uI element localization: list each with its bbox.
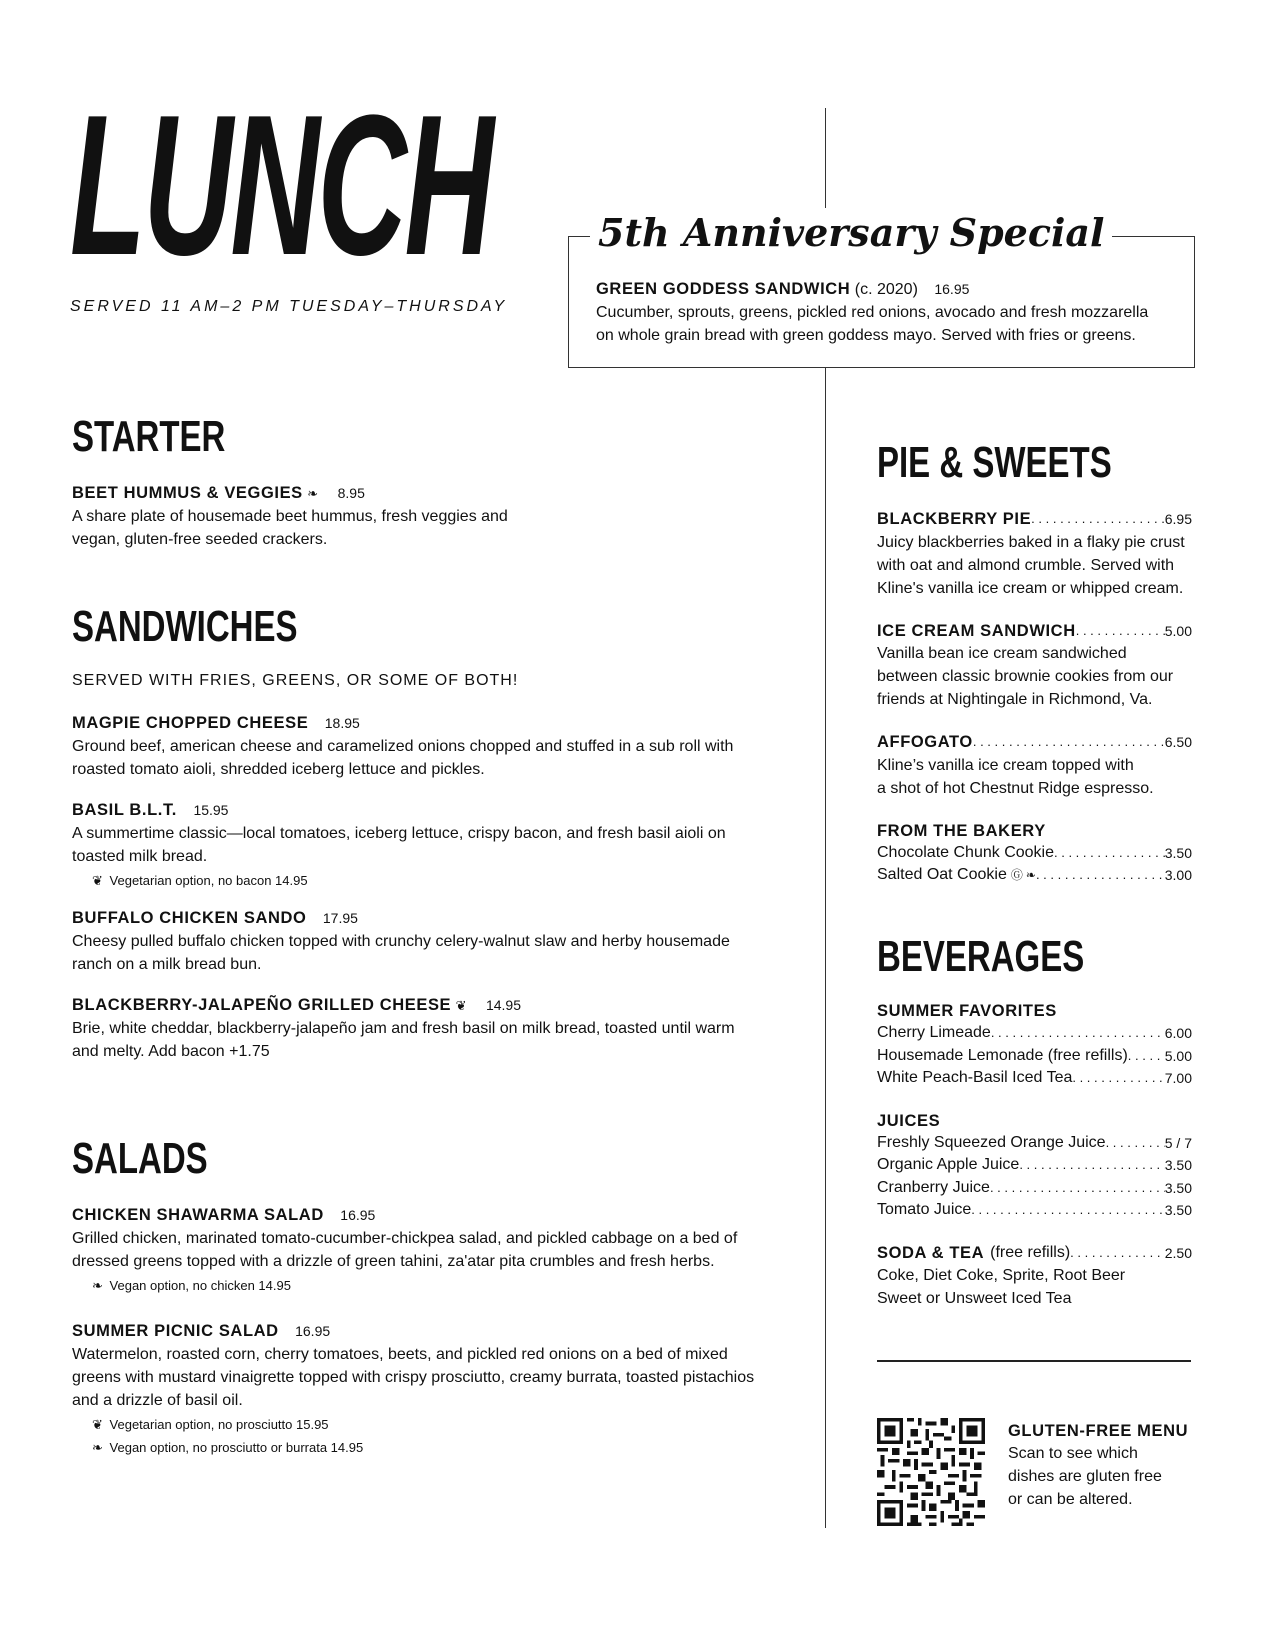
special-item-note: (c. 2020) <box>854 281 918 298</box>
item-price: 7.00 <box>1164 1070 1192 1086</box>
item-name: Cherry Limeade <box>877 1024 991 1041</box>
item-price: 6.95 <box>1164 511 1192 527</box>
starter-heading: STARTER <box>72 412 226 461</box>
item-desc: and melty. Add bacon +1.75 <box>72 1043 270 1060</box>
item-desc: dressed greens topped with a drizzle of green tahini, za'atar pita crumbles and fresh herbs. <box>72 1253 715 1270</box>
item-desc: Kline’s vanilla ice cream topped with <box>877 756 1134 774</box>
option-text: Vegan option, no prosciutto or burrata 14.95 <box>109 1440 364 1455</box>
item-name: Tomato Juice <box>877 1201 972 1218</box>
dot-leader <box>1128 1045 1165 1068</box>
column-divider <box>825 368 826 1528</box>
item-desc: ranch on a milk bread bun. <box>72 956 262 973</box>
dot-leader <box>1076 620 1165 643</box>
item-desc: Watermelon, roasted corn, cherry tomatoes, beets, and pickled red onions on a bed of mixed <box>72 1346 728 1363</box>
gluten-free-line: dishes are gluten free <box>1008 1468 1162 1485</box>
soda-note: (free refills) <box>990 1243 1071 1261</box>
dot-leader <box>1054 842 1165 865</box>
item-name: Organic Apple Juice <box>877 1156 1020 1173</box>
item-price: 15.95 <box>193 802 229 818</box>
sandwiches-note: SERVED WITH FRIES, GREENS, OR SOME OF BOTH! <box>72 672 519 689</box>
item-desc: Kline's vanilla ice cream or whipped cream. <box>877 579 1184 597</box>
qr-code[interactable] <box>877 1418 985 1526</box>
menu-item <box>72 1320 812 1460</box>
menu-item <box>72 994 812 1063</box>
gluten-free-line: Scan to see which <box>1008 1445 1138 1462</box>
soda-list: Coke, Diet Coke, Sprite, Root Beer <box>877 1267 1126 1284</box>
item-price: 5.00 <box>1164 622 1192 639</box>
item-option <box>92 868 812 893</box>
dot-leader <box>1036 864 1165 887</box>
item-option <box>92 1273 812 1298</box>
list-item <box>877 1154 1192 1177</box>
salads-heading: SALADS <box>72 1134 208 1183</box>
dot-leader <box>990 1177 1165 1200</box>
summer-group <box>877 1000 1192 1090</box>
juices-group <box>877 1110 1192 1222</box>
item-desc: a shot of hot Chestnut Ridge espresso. <box>877 779 1154 797</box>
item-price: 3.00 <box>1164 867 1192 883</box>
special-item-price: 16.95 <box>934 281 970 297</box>
item-name: BASIL B.L.T. <box>72 801 177 819</box>
item-name: Salted Oat Cookie <box>877 866 1007 883</box>
vegan-leaf-icon: ❧ <box>307 486 319 501</box>
special-desc-line2: on whole grain bread with green goddess mayo. Served with fries or greens. <box>596 327 1136 344</box>
list-item <box>877 1022 1192 1045</box>
menu-item <box>72 482 772 551</box>
item-price: 18.95 <box>324 715 360 731</box>
beverages-section <box>877 932 1192 1310</box>
dot-leader <box>1070 1242 1165 1265</box>
soda-group <box>877 1242 1192 1311</box>
list-item <box>877 864 1192 887</box>
item-price: 6.50 <box>1164 734 1192 750</box>
summer-heading: SUMMER FAVORITES <box>877 1002 1057 1020</box>
leaf-icon: ❦ <box>92 873 103 888</box>
item-price: 14.95 <box>485 997 522 1013</box>
item-desc: and a drizzle of basil oil. <box>72 1392 243 1409</box>
item-desc: Brie, white cheddar, blackberry-jalapeño jam and fresh basil on milk bread, toasted until warm <box>72 1020 735 1037</box>
list-item <box>877 842 1192 865</box>
list-item <box>877 1177 1192 1200</box>
vegan-leaf-icon: ❧ <box>92 1440 103 1455</box>
sweets-heading: PIE & SWEETS <box>877 438 1112 487</box>
dot-leader <box>973 731 1165 754</box>
item-name: ICE CREAM SANDWICH <box>877 621 1076 640</box>
dot-leader <box>1031 508 1165 531</box>
item-option <box>92 1435 812 1460</box>
gluten-free-icon: Ⓖ <box>1010 868 1023 882</box>
menu-item <box>72 907 812 976</box>
leaf-icon: ❦ <box>92 1417 103 1432</box>
gluten-free-heading: GLUTEN-FREE MENU <box>1008 1422 1189 1440</box>
item-desc: Grilled chicken, marinated tomato-cucumber-chickpea salad, and pickled cabbage on a bed of <box>72 1230 738 1247</box>
option-text: Vegetarian option, no prosciutto 15.95 <box>109 1417 329 1432</box>
item-name: MAGPIE CHOPPED CHEESE <box>72 714 309 732</box>
menu-item <box>72 799 812 893</box>
tea-list: Sweet or Unsweet Iced Tea <box>877 1290 1072 1307</box>
item-price: 3.50 <box>1164 844 1192 861</box>
item-price: 5.00 <box>1164 1047 1192 1064</box>
dot-leader <box>971 1199 1164 1222</box>
menu-item <box>877 731 1192 800</box>
item-price: 6.00 <box>1164 1025 1192 1041</box>
item-price: 16.95 <box>340 1207 376 1223</box>
item-desc: between classic brownie cookies from our <box>877 668 1174 685</box>
dot-leader <box>991 1022 1165 1045</box>
option-text: Vegetarian option, no bacon 14.95 <box>109 873 308 888</box>
salads-section <box>72 1134 812 1460</box>
dot-leader <box>1072 1067 1164 1090</box>
special-desc-line1: Cucumber, sprouts, greens, pickled red onions, avocado and fresh mozzarella <box>596 304 1149 321</box>
list-item <box>877 1132 1192 1155</box>
leaf-icon: ❦ <box>455 998 467 1013</box>
item-name: Housemade Lemonade (free refills) <box>877 1046 1128 1064</box>
item-price: 16.95 <box>295 1323 331 1339</box>
item-name: Freshly Squeezed Orange Juice <box>877 1133 1106 1151</box>
column-divider-top <box>825 108 826 208</box>
bakery-group <box>877 820 1192 887</box>
item-name: CHICKEN SHAWARMA SALAD <box>72 1206 324 1224</box>
item-desc: Ground beef, american cheese and caramelized onions chopped and stuffed in a sub roll with <box>72 738 734 755</box>
section-divider <box>877 1360 1191 1362</box>
item-name: BUFFALO CHICKEN SANDO <box>72 909 307 927</box>
special-heading: 5th Anniversary Special <box>590 210 1112 256</box>
sandwiches-heading: SANDWICHES <box>72 602 298 651</box>
item-name: BLACKBERRY-JALAPEÑO GRILLED CHEESE <box>72 996 452 1014</box>
item-desc: friends at Nightingale in Richmond, Va. <box>877 691 1153 708</box>
item-price: 8.95 <box>337 485 365 501</box>
item-name: White Peach-Basil Iced Tea <box>877 1069 1073 1086</box>
item-name: Chocolate Chunk Cookie <box>877 843 1054 861</box>
item-desc: toasted milk bread. <box>72 848 208 865</box>
item-desc: with oat and almond crumble. Served with <box>877 556 1175 574</box>
juices-heading: JUICES <box>877 1111 941 1130</box>
item-price: 3.50 <box>1164 1179 1192 1196</box>
gluten-free-note <box>1008 1420 1193 1511</box>
beverages-heading: BEVERAGES <box>877 932 1085 981</box>
vegan-leaf-icon: ❧ <box>92 1278 103 1293</box>
item-name: Cranberry Juice <box>877 1178 990 1196</box>
list-item <box>877 1045 1192 1068</box>
item-price: 5 / 7 <box>1164 1134 1192 1151</box>
vegan-leaf-icon: ❧ <box>1025 868 1036 882</box>
item-price: 2.50 <box>1164 1244 1192 1261</box>
special-item <box>596 278 1186 347</box>
list-item <box>877 1067 1192 1090</box>
item-desc: Cheesy pulled buffalo chicken topped with crunchy celery-walnut slaw and herby housemade <box>72 933 730 950</box>
dot-leader <box>1106 1132 1165 1155</box>
item-name: AFFOGATO <box>877 733 973 751</box>
item-price: 3.50 <box>1164 1157 1192 1173</box>
gluten-free-line: or can be altered. <box>1008 1491 1133 1508</box>
menu-item <box>877 508 1192 600</box>
item-price: 3.50 <box>1164 1202 1192 1218</box>
dot-leader <box>1019 1154 1164 1177</box>
list-item <box>877 1199 1192 1222</box>
item-option <box>92 1412 812 1437</box>
sweets-section <box>877 438 1192 887</box>
item-name: BLACKBERRY PIE <box>877 510 1032 528</box>
page-title: LUNCH <box>70 74 492 297</box>
item-desc: vegan, gluten-free seeded crackers. <box>72 531 328 548</box>
menu-item <box>72 1204 812 1298</box>
item-desc: A share plate of housemade beet hummus, fresh veggies and <box>72 508 508 525</box>
service-hours: SERVED 11 AM–2 PM TUESDAY–THURSDAY <box>70 298 508 315</box>
item-name: SUMMER PICNIC SALAD <box>72 1322 279 1340</box>
bakery-heading: FROM THE BAKERY <box>877 821 1046 840</box>
item-desc: A summertime classic—local tomatoes, iceberg lettuce, crispy bacon, and fresh basil aioli on <box>72 825 726 842</box>
menu-item <box>72 712 812 781</box>
soda-heading: SODA & TEA <box>877 1243 985 1262</box>
option-text: Vegan option, no chicken 14.95 <box>109 1278 291 1293</box>
item-desc: Juicy blackberries baked in a flaky pie crust <box>877 533 1185 551</box>
item-desc: greens with mustard vinaigrette topped with crispy prosciutto, creamy burrata, toasted pistachios <box>72 1369 755 1386</box>
item-desc: roasted tomato aioli, shredded iceberg lettuce and pickles. <box>72 761 485 778</box>
item-desc: Vanilla bean ice cream sandwiched <box>877 645 1127 662</box>
starter-section <box>72 412 772 551</box>
item-price: 17.95 <box>322 910 358 926</box>
menu-item <box>877 620 1192 712</box>
special-item-name: GREEN GODDESS SANDWICH <box>596 280 851 298</box>
item-name: BEET HUMMUS & VEGGIES <box>72 484 303 502</box>
sandwiches-section <box>72 602 812 1063</box>
